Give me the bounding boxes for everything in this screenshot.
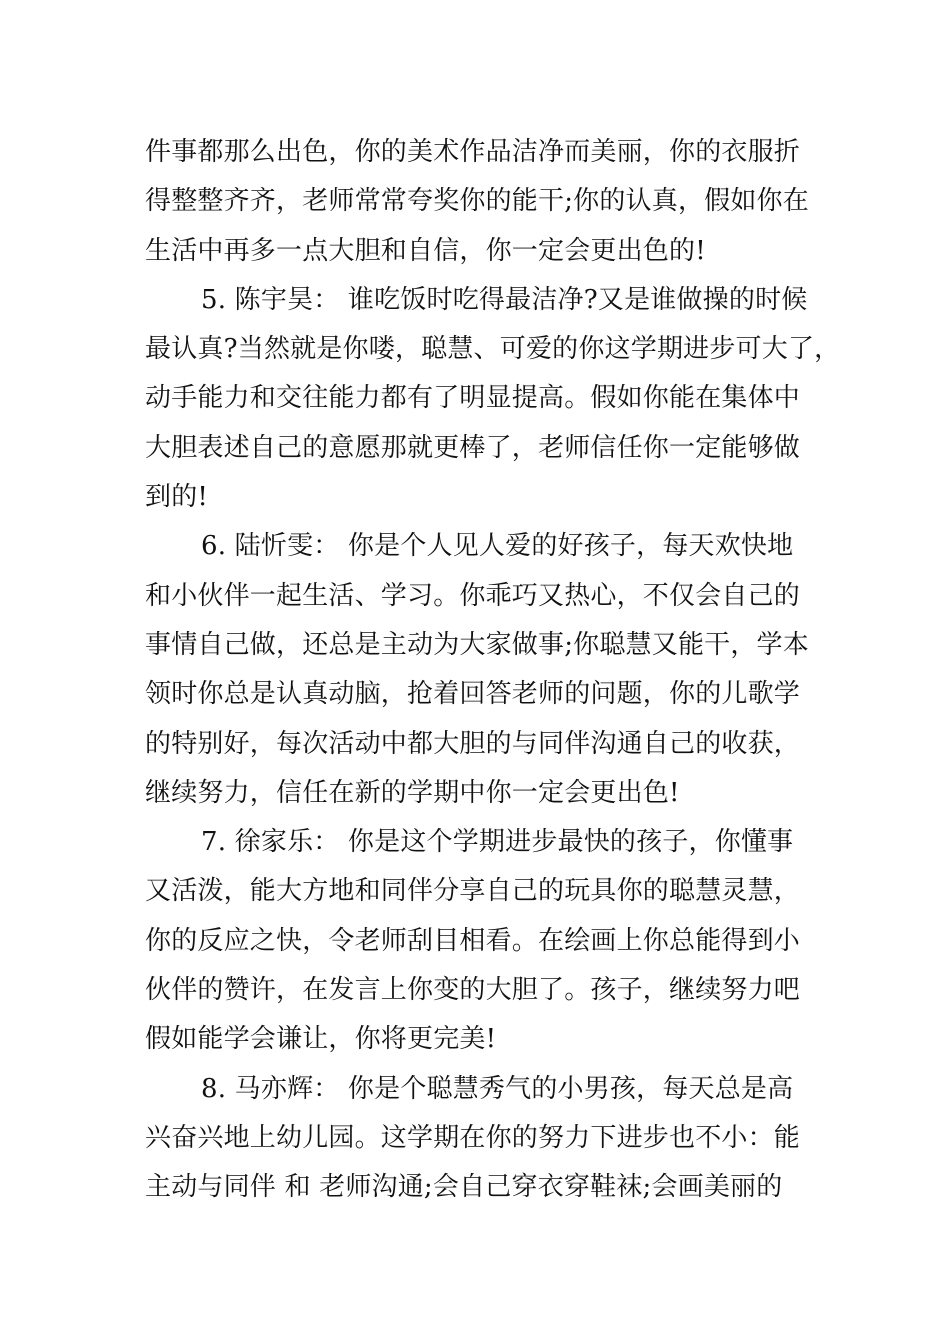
text-line: 生活中再多一点大胆和自信，你一定会更出色的! [145, 235, 706, 266]
text-line: 5. 陈宇昊： 谁吃饭时吃得最洁净?又是谁做操的时候 [201, 284, 808, 315]
text-line: 事情自己做，还总是主动为大家做事;你聪慧又能干，学本 [145, 629, 809, 660]
text-line: 你的反应之快，令老师刮目相看。在绘画上你总能得到小 [145, 925, 801, 956]
text-line: 8. 马亦辉： 你是个聪慧秀气的小男孩，每天总是高 [201, 1073, 794, 1104]
text-line: 7. 徐家乐： 你是这个学期进步最快的孩子，你懂事 [201, 827, 794, 858]
text-line: 最认真?当然就是你喽，聪慧、可爱的你这学期进步可大了， [145, 334, 841, 365]
text-line: 伙伴的赞许，在发言上你变的大胆了。孩子，继续努力吧 [145, 975, 801, 1006]
text-line: 主动与同伴 和 老师沟通;会自己穿衣穿鞋袜;会画美丽的 [145, 1172, 783, 1203]
text-line: 继续努力，信任在新的学期中你一定会更出色! [145, 777, 680, 808]
document-body [145, 128, 841, 1213]
text-line: 得整整齐齐，老师常常夸奖你的能干;你的认真，假如你在 [145, 186, 809, 217]
text-line: 假如能学会谦让，你将更完美! [145, 1024, 497, 1055]
text-line: 领时你总是认真动脑，抢着回答老师的问题，你的儿歌学 [145, 679, 801, 710]
text-line: 到的! [145, 482, 209, 513]
text-line: 的特别好，每次活动中都大胆的与同伴沟通自己的收获， [145, 728, 801, 759]
text-line: 兴奋兴地上幼儿园。这学期在你的努力下进步也不小：能 [145, 1122, 801, 1153]
text-line: 大胆表述自己的意愿那就更棒了，老师信任你一定能够做 [145, 432, 801, 463]
text-line: 件事都那么出色，你的美术作品洁净而美丽，你的衣服折 [145, 137, 801, 167]
text-line: 又活泼，能大方地和同伴分享自己的玩具你的聪慧灵慧， [145, 876, 801, 907]
text-line: 动手能力和交往能力都有了明显提高。假如你能在集体中 [145, 383, 801, 414]
text-line: 和小伙伴一起生活、学习。你乖巧又热心，不仅会自己的 [145, 580, 801, 611]
text-line: 6. 陆忻雯： 你是个人见人爱的好孩子，每天欢快地 [201, 531, 794, 562]
